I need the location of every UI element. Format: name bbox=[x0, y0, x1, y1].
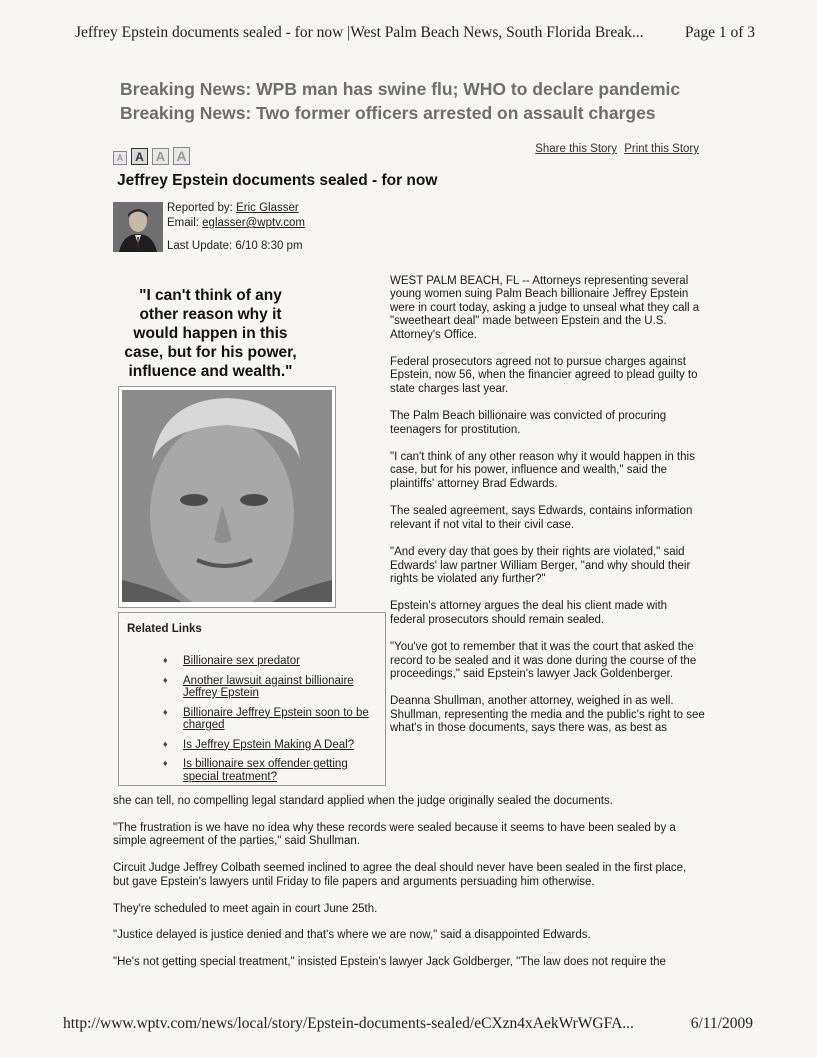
related-link[interactable]: Billionaire Jeffrey Epstein soon to be charged bbox=[183, 706, 369, 731]
article-paragraph: "He's not getting special treatment," insisted Epstein's lawyer Jack Goldberger, "The law does not require the bbox=[113, 956, 666, 969]
related-link-item bbox=[163, 739, 375, 752]
reported-by-label: Reported by: bbox=[167, 202, 233, 214]
print-footer-date: 6/11/2009 bbox=[690, 1015, 753, 1032]
related-links-list bbox=[163, 655, 375, 790]
article-body-full bbox=[113, 795, 705, 983]
print-footer bbox=[63, 1015, 753, 1033]
related-links-title: Related Links bbox=[127, 623, 202, 635]
print-story-link[interactable]: Print this Story bbox=[624, 143, 699, 155]
article-body-column bbox=[390, 275, 705, 736]
related-link[interactable]: Is billionaire sex offender getting special treatment? bbox=[183, 758, 348, 783]
article-paragraph: Deanna Shullman, another attorney, weighed in as well. Shullman, representing the media and the public's right to see what's in those documents, says there was, as best as bbox=[390, 695, 705, 735]
print-footer-url: http://www.wptv.com/news/local/story/Epstein-documents-sealed/eCXzn4xAekWrWGFA... bbox=[63, 1015, 634, 1032]
article-paragraph: "I can't think of any other reason why it would happen in this case, but for his power, influence and wealth," said the plaintiffs' attorney Brad Edwards. bbox=[390, 451, 695, 490]
page-number: Page 1 of 3 bbox=[684, 24, 755, 41]
related-link[interactable]: Another lawsuit against billionaire Jeffrey Epstein bbox=[183, 674, 354, 699]
print-header-title: Jeffrey Epstein documents sealed - for now |West Palm Beach News, South Florida Break... bbox=[75, 24, 644, 41]
font-size-controls bbox=[113, 147, 190, 165]
email-label: Email: bbox=[167, 217, 199, 229]
related-links-box bbox=[118, 612, 386, 786]
related-link-item bbox=[163, 655, 375, 668]
share-links bbox=[531, 143, 699, 155]
byline bbox=[167, 201, 305, 254]
article-photo bbox=[122, 390, 332, 602]
article-paragraph: "The frustration is we have no idea why these records were sealed because it seems to have been sealed by a simple agreement of the parties," said Shullman. bbox=[113, 821, 676, 848]
reporter-avatar bbox=[113, 202, 163, 252]
print-header bbox=[75, 24, 755, 42]
breaking-news-item[interactable]: Breaking News: WPB man has swine flu; WHO to declare pandemic bbox=[120, 79, 681, 99]
share-story-link[interactable]: Share this Story bbox=[535, 143, 618, 155]
article-headline: Jeffrey Epstein documents sealed - for now bbox=[117, 172, 438, 189]
related-link[interactable]: Billionaire sex predator bbox=[183, 655, 300, 667]
article-paragraph: she can tell, no compelling legal standard applied when the judge originally sealed the documents. bbox=[113, 795, 613, 807]
article-paragraph: The Palm Beach billionaire was convicted of procuring teenagers for prostitution. bbox=[390, 410, 667, 436]
breaking-news-item[interactable]: Breaking News: Two former officers arrested on assault charges bbox=[120, 103, 656, 123]
font-size-smallest-button[interactable]: A bbox=[113, 151, 127, 165]
article-paragraph: "And every day that goes by their rights are violated," said Edwards' law partner William Berger, "and why should their rights be violated any further?" bbox=[390, 546, 691, 585]
article-paragraph: They're scheduled to meet again in court June 25th. bbox=[113, 902, 378, 915]
article-paragraph: Circuit Judge Jeffrey Colbath seemed inclined to agree the deal should never have been sealed in the first place, but gave Epstein's lawyers until Friday to file papers and arguments persuading him otherwise. bbox=[113, 862, 687, 888]
font-size-large-button[interactable]: A bbox=[152, 148, 169, 165]
article-photo-frame bbox=[118, 386, 336, 608]
pull-quote: "I can't think of any other reason why it would happen in this case, but for his power, influence and wealth." bbox=[124, 287, 297, 380]
article-paragraph: "You've got to remember that it was the court that asked the record to be sealed and it was done during the course of the proceedings," said Epstein's lawyer Jack Goldenberger. bbox=[390, 641, 697, 680]
last-update: Last Update: 6/10 8:30 pm bbox=[167, 240, 303, 252]
article-paragraph: WEST PALM BEACH, FL -- Attorneys representing several young women suing Palm Beach billionaire Jeffrey Epstein were in court today, asking a judge to unseal what they call a "sweetheart deal" made between Epstein and the U.S. Attorney's Office. bbox=[390, 275, 700, 341]
reporter-link[interactable]: Eric Glasser bbox=[236, 202, 299, 214]
reporter-email-link[interactable]: eglasser@wptv.com bbox=[202, 217, 306, 229]
article-paragraph: "Justice delayed is justice denied and that's where we are now," said a disappointed Edwards. bbox=[113, 929, 591, 942]
article-paragraph: Epstein's attorney argues the deal his client made with federal prosecutors should remain sealed. bbox=[390, 600, 668, 626]
font-size-largest-button[interactable]: A bbox=[173, 147, 190, 165]
font-size-small-button[interactable]: A bbox=[131, 148, 148, 165]
article-paragraph: Federal prosecutors agreed not to pursue charges against Epstein, now 56, when the financier agreed to plead guilty to state charges last year. bbox=[390, 356, 698, 395]
related-link-item bbox=[163, 707, 375, 732]
article-paragraph: The sealed agreement, says Edwards, contains information relevant if not vital to their civil case. bbox=[390, 505, 693, 531]
related-link[interactable]: Is Jeffrey Epstein Making A Deal? bbox=[183, 738, 355, 751]
related-link-item bbox=[163, 758, 375, 783]
related-link-item bbox=[163, 675, 375, 700]
